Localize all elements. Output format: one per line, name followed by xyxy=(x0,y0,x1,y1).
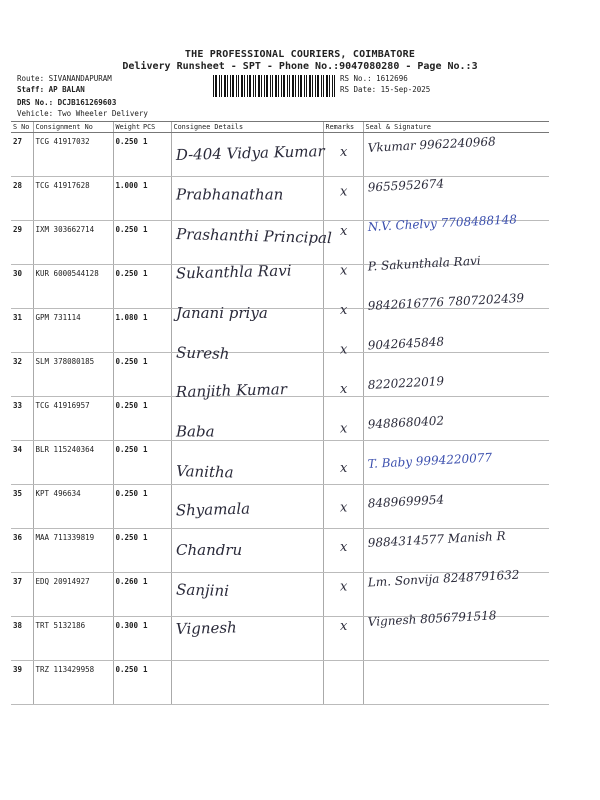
consignee-handwriting: Baba xyxy=(176,422,215,441)
remarks-cell xyxy=(323,353,363,397)
barcode-bar xyxy=(292,75,294,97)
remarks-cell xyxy=(323,441,363,485)
barcode-bar xyxy=(253,75,254,97)
barcode-bar xyxy=(309,75,311,97)
barcode-bar xyxy=(317,75,319,97)
barcode-bar xyxy=(261,75,262,97)
barcode-bar xyxy=(300,75,302,97)
weight-cell: 0.300 xyxy=(113,617,141,661)
remarks-cell xyxy=(323,617,363,661)
consignment-cell: TCG 41917032 xyxy=(33,133,113,177)
consignee-handwriting: Sukanthla Ravi xyxy=(175,261,292,283)
consignee-handwriting: Vanitha xyxy=(175,462,234,482)
barcode-bar xyxy=(334,75,335,97)
weight-cell: 0.250 xyxy=(113,221,141,265)
consignee-cell xyxy=(171,529,323,573)
barcode-bar xyxy=(304,75,305,97)
barcode-bar xyxy=(312,75,313,97)
consignment-cell: EDQ 20914927 xyxy=(33,573,113,617)
weight-cell: 0.250 xyxy=(113,661,141,705)
consignee-cell xyxy=(171,309,323,353)
barcode-bar xyxy=(272,75,273,97)
remark-tick-mark: x xyxy=(340,540,348,555)
signature-handwriting: 9655952674 xyxy=(367,176,445,195)
sno-cell: 30 xyxy=(11,265,33,309)
barcode-bar xyxy=(278,75,279,97)
consignee-cell xyxy=(171,397,323,441)
weight-cell: 0.250 xyxy=(113,529,141,573)
signature-handwriting: P. Sakunthala Ravi xyxy=(367,253,481,274)
consignee-cell xyxy=(171,661,323,705)
sno-cell: 33 xyxy=(11,397,33,441)
consignment-cell: KPT 496634 xyxy=(33,485,113,529)
barcode-bar xyxy=(321,75,322,97)
consignee-cell xyxy=(171,573,323,617)
table-row xyxy=(11,177,549,221)
consignee-cell xyxy=(171,133,323,177)
remarks-cell xyxy=(323,177,363,221)
barcode-bar xyxy=(329,75,330,97)
col-header-sno: S No xyxy=(11,122,33,133)
consignee-handwriting: Prashanthi Principal xyxy=(175,225,333,248)
table-row xyxy=(11,221,549,265)
barcode-bar xyxy=(326,75,328,97)
signature-cell xyxy=(363,265,549,309)
weight-cell: 0.250 xyxy=(113,133,141,177)
pcs-cell: 1 xyxy=(141,485,171,529)
signature-handwriting: Lm. Sonvija 8248791632 xyxy=(367,567,520,590)
col-header-remarks: Remarks xyxy=(323,122,363,133)
barcode-bar xyxy=(238,75,239,97)
sno-cell: 28 xyxy=(11,177,33,221)
barcode-bar xyxy=(306,75,307,97)
consignee-handwriting: Shyamala xyxy=(175,499,251,520)
pcs-cell: 1 xyxy=(141,133,171,177)
weight-cell: 1.080 xyxy=(113,309,141,353)
barcode-bar xyxy=(283,75,285,97)
table-row xyxy=(11,265,549,309)
signature-cell xyxy=(363,309,549,353)
signature-handwriting: 9488680402 xyxy=(367,413,445,432)
table-row xyxy=(11,133,549,177)
table-row xyxy=(11,353,549,397)
consignment-cell: TRT 5132186 xyxy=(33,617,113,661)
weight-cell: 0.250 xyxy=(113,353,141,397)
pcs-cell: 1 xyxy=(141,529,171,573)
sno-cell: 35 xyxy=(11,485,33,529)
vehicle-label: Vehicle: Two Wheeler Delivery xyxy=(17,109,148,118)
col-header-pcs: PCS xyxy=(141,122,171,133)
barcode-bar xyxy=(275,75,277,97)
barcode-bar xyxy=(247,75,248,97)
consignee-handwriting: D-404 Vidya Kumar xyxy=(175,142,325,164)
remarks-cell xyxy=(323,309,363,353)
consignment-cell: MAA 711339819 xyxy=(33,529,113,573)
weight-cell: 0.250 xyxy=(113,265,141,309)
consignee-cell xyxy=(171,265,323,309)
remarks-cell xyxy=(323,221,363,265)
consignment-cell: KUR 6000544128 xyxy=(33,265,113,309)
signature-cell xyxy=(363,397,549,441)
consignee-cell xyxy=(171,221,323,265)
sno-cell: 31 xyxy=(11,309,33,353)
signature-handwriting: T. Baby 9994220077 xyxy=(367,450,493,471)
signature-cell xyxy=(363,221,549,265)
consignee-cell xyxy=(171,617,323,661)
consignee-handwriting: Chandru xyxy=(176,541,243,559)
weight-cell: 0.250 xyxy=(113,441,141,485)
barcode-bar xyxy=(315,75,316,97)
barcode-image xyxy=(213,75,335,97)
barcode-bar xyxy=(270,75,271,97)
consignment-cell: TCG 41917628 xyxy=(33,177,113,221)
pcs-cell: 1 xyxy=(141,177,171,221)
consignee-handwriting: Ranjith Kumar xyxy=(175,380,288,401)
remark-tick-mark: x xyxy=(340,224,348,239)
runsheet-table xyxy=(11,121,549,705)
barcode-bar xyxy=(255,75,256,97)
sno-cell: 39 xyxy=(11,661,33,705)
rs-number: RS No.: 1612696 xyxy=(340,74,408,83)
pcs-cell: 1 xyxy=(141,309,171,353)
remarks-cell xyxy=(323,133,363,177)
signature-handwriting: 9884314577 Manish R xyxy=(367,528,506,550)
remark-tick-mark: x xyxy=(340,619,348,634)
pcs-cell: 1 xyxy=(141,661,171,705)
consignee-cell xyxy=(171,353,323,397)
weight-cell: 0.250 xyxy=(113,397,141,441)
barcode-bar xyxy=(213,75,214,97)
consignment-cell: BLR 115240364 xyxy=(33,441,113,485)
signature-handwriting: Vkumar 9962240968 xyxy=(367,134,497,155)
consignment-cell: TCG 41916957 xyxy=(33,397,113,441)
signature-handwriting: Vignesh 8056791518 xyxy=(367,608,497,629)
pcs-cell: 1 xyxy=(141,397,171,441)
consignee-handwriting: Sanjini xyxy=(175,580,230,600)
barcode-bar xyxy=(221,75,222,97)
signature-cell xyxy=(363,353,549,397)
barcode-bar xyxy=(224,75,226,97)
remarks-cell xyxy=(323,573,363,617)
signature-cell xyxy=(363,661,549,705)
signature-cell xyxy=(363,617,549,661)
table-row xyxy=(11,441,549,485)
remark-tick-mark: x xyxy=(340,303,348,318)
signature-handwriting: 8489699954 xyxy=(367,492,445,511)
staff-label: Staff: AP BALAN xyxy=(17,85,85,94)
weight-cell: 1.000 xyxy=(113,177,141,221)
table-row xyxy=(11,309,549,353)
barcode-bar xyxy=(236,75,237,97)
consignee-handwriting: Janani priya xyxy=(176,304,268,322)
remarks-cell xyxy=(323,661,363,705)
barcode-bar xyxy=(227,75,228,97)
drs-number: DRS No.: DCJB161269603 xyxy=(17,98,117,107)
signature-cell xyxy=(363,485,549,529)
signature-cell xyxy=(363,441,549,485)
barcode-bar xyxy=(258,75,260,97)
consignment-cell: GPM 731114 xyxy=(33,309,113,353)
table-row xyxy=(11,485,549,529)
signature-handwriting: 9042645848 xyxy=(367,334,445,353)
remark-tick-mark: x xyxy=(340,382,348,397)
route-label: Route: SIVANANDAPURAM xyxy=(17,74,112,83)
barcode-bar xyxy=(332,75,333,97)
consignment-cell: IXM 303662714 xyxy=(33,221,113,265)
col-header-consignee: Consignee Details xyxy=(171,122,323,133)
barcode-bar xyxy=(219,75,220,97)
weight-cell: 0.250 xyxy=(113,485,141,529)
remark-tick-mark: x xyxy=(340,461,348,476)
remark-tick-mark: x xyxy=(340,421,348,437)
col-header-consignment: Consignment No xyxy=(33,122,113,133)
remark-tick-mark: x xyxy=(340,263,348,279)
table-row xyxy=(11,529,549,573)
barcode-bar xyxy=(295,75,296,97)
weight-cell: 0.260 xyxy=(113,573,141,617)
pcs-cell: 1 xyxy=(141,617,171,661)
barcode-bar xyxy=(264,75,265,97)
sno-cell: 32 xyxy=(11,353,33,397)
consignment-cell: TRZ 113429958 xyxy=(33,661,113,705)
consignee-handwriting: Prabhanathan xyxy=(176,185,284,204)
pcs-cell: 1 xyxy=(141,353,171,397)
pcs-cell: 1 xyxy=(141,441,171,485)
remarks-cell xyxy=(323,529,363,573)
remark-tick-mark: x xyxy=(340,500,348,516)
barcode-bar xyxy=(266,75,268,97)
remarks-cell xyxy=(323,485,363,529)
sno-cell: 38 xyxy=(11,617,33,661)
signature-handwriting: 8220222019 xyxy=(367,374,445,392)
table-row xyxy=(11,661,549,705)
remark-tick-mark: x xyxy=(340,342,348,358)
consignee-handwriting: Vignesh xyxy=(175,618,237,638)
sno-cell: 37 xyxy=(11,573,33,617)
table-row xyxy=(11,397,549,441)
sno-cell: 36 xyxy=(11,529,33,573)
pcs-cell: 1 xyxy=(141,221,171,265)
remarks-cell xyxy=(323,397,363,441)
table-row xyxy=(11,617,549,661)
barcode-bar xyxy=(323,75,324,97)
sno-cell: 29 xyxy=(11,221,33,265)
signature-cell xyxy=(363,529,549,573)
consignee-cell xyxy=(171,485,323,529)
rs-date: RS Date: 15-Sep-2025 xyxy=(340,85,431,94)
signature-cell xyxy=(363,177,549,221)
barcode-bar xyxy=(281,75,282,97)
barcode-bar xyxy=(215,75,217,97)
remark-tick-mark: x xyxy=(340,184,348,200)
runsheet-heading: Delivery Runsheet - SPT - Phone No.:9047080280 - Page No.:3 xyxy=(122,61,478,72)
consignment-cell: SLM 378080185 xyxy=(33,353,113,397)
signature-cell xyxy=(363,573,549,617)
barcode-bar xyxy=(287,75,288,97)
signature-handwriting: 9842616776 7807202439 xyxy=(367,290,525,313)
barcode-bar xyxy=(244,75,245,97)
barcode-bar xyxy=(232,75,234,97)
signature-cell xyxy=(363,133,549,177)
sno-cell: 27 xyxy=(11,133,33,177)
col-header-weight: Weight xyxy=(113,122,141,133)
col-header-signature: Seal & Signature xyxy=(363,122,549,133)
remarks-cell xyxy=(323,265,363,309)
remark-tick-mark: x xyxy=(340,145,348,160)
signature-handwriting: N.V. Chelvy 7708488148 xyxy=(367,212,518,234)
remark-tick-mark: x xyxy=(340,579,348,595)
pcs-cell: 1 xyxy=(141,265,171,309)
barcode-bar xyxy=(241,75,243,97)
consignee-cell xyxy=(171,441,323,485)
table-header-row xyxy=(11,122,549,133)
barcode-bar xyxy=(289,75,290,97)
consignee-handwriting: Suresh xyxy=(175,343,230,363)
sno-cell: 34 xyxy=(11,441,33,485)
barcode-bar xyxy=(298,75,299,97)
consignee-cell xyxy=(171,177,323,221)
company-title: THE PROFESSIONAL COURIERS, COIMBATORE xyxy=(184,49,416,60)
pcs-cell: 1 xyxy=(141,573,171,617)
barcode-bar xyxy=(230,75,231,97)
barcode-bar xyxy=(249,75,251,97)
table-row xyxy=(11,573,549,617)
